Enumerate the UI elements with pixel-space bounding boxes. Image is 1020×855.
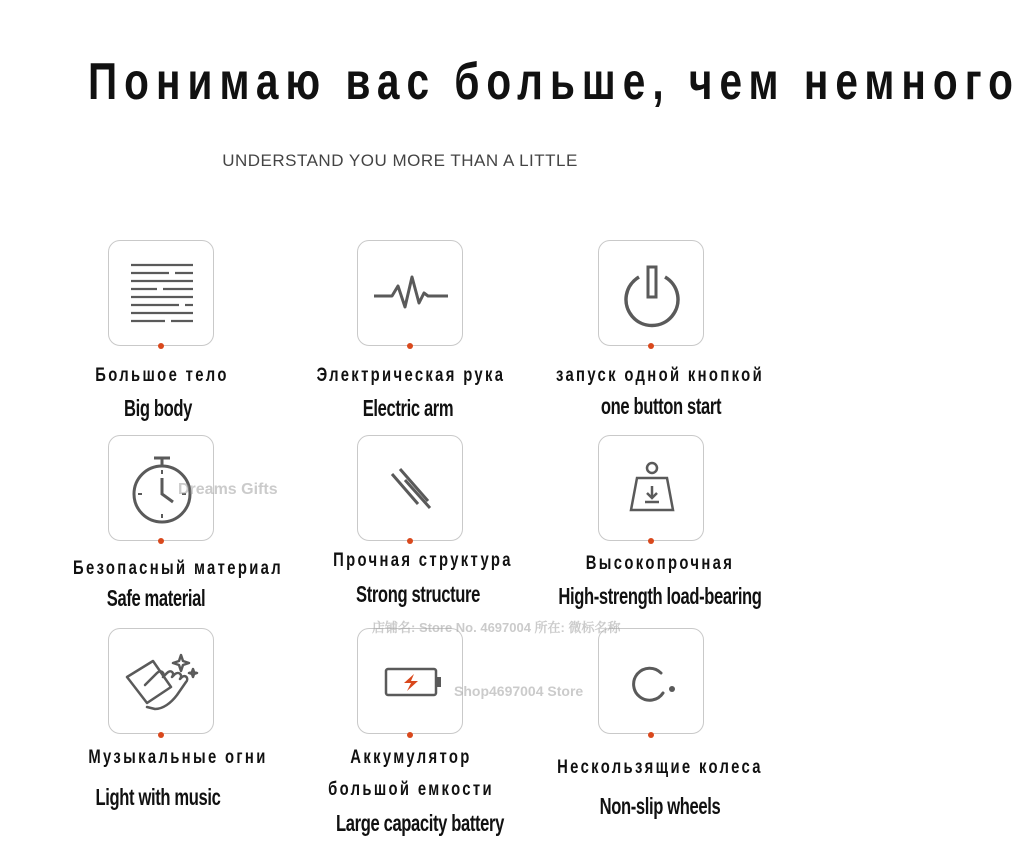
feature-en-label: Safe material — [106, 585, 206, 611]
feature-icon-box-strong-structure — [357, 435, 463, 541]
feature-ru-label: Прочная структура — [333, 550, 513, 571]
accent-dot — [648, 343, 654, 349]
battery-icon — [358, 629, 464, 735]
feature-ru-label: Большое тело — [95, 365, 229, 386]
accent-dot — [158, 538, 164, 544]
feature-ru-label: Высокопрочная — [585, 553, 735, 574]
accent-dot — [407, 538, 413, 544]
power-icon — [599, 241, 705, 347]
feature-ru-label: Аккумулятор — [350, 747, 472, 768]
feature-ru-label: Музыкальные огни — [88, 747, 268, 768]
feature-ru-label: Нескользящие колеса — [557, 757, 763, 778]
watermark-text: Shop4697004 Store — [454, 683, 584, 699]
feature-icon-box-one-button — [598, 240, 704, 346]
feature-en-label: Big body — [124, 395, 192, 421]
page-title: Понимаю вас больше, чем немного — [88, 53, 1020, 111]
accent-dot — [648, 732, 654, 738]
hand-sparkle-icon — [109, 629, 215, 735]
feature-en-label: Non-slip wheels — [599, 793, 721, 819]
feature-en-label: one button start — [600, 393, 722, 419]
pulse-icon — [358, 241, 464, 347]
text-lines-icon — [109, 241, 215, 347]
feature-icon-box-big-body — [108, 240, 214, 346]
feature-ru-label: запуск одной кнопкой — [555, 365, 765, 386]
accent-dot — [158, 343, 164, 349]
feature-en-label: Large capacity battery — [336, 810, 504, 836]
feature-en-label: High-strength load-bearing — [558, 583, 762, 609]
feature-icon-box-load-bearing — [598, 435, 704, 541]
page-subtitle: UNDERSTAND YOU MORE THAN A LITTLE — [222, 151, 578, 170]
watermark-text: Dreams Gifts — [178, 481, 278, 498]
accent-dot — [648, 538, 654, 544]
accent-dot — [158, 732, 164, 738]
feature-ru-label: Безопасный материал — [72, 558, 284, 579]
feature-en-label: Electric arm — [362, 395, 454, 421]
feature-icon-box-battery — [357, 628, 463, 734]
feature-icon-box-wheels — [598, 628, 704, 734]
diagonal-lines-icon — [358, 436, 464, 542]
wheel-icon — [599, 629, 705, 735]
accent-dot — [407, 732, 413, 738]
weight-icon — [599, 436, 705, 542]
feature-ru-label-line2: большой емкости — [328, 779, 494, 800]
feature-icon-box-music-lights — [108, 628, 214, 734]
accent-dot — [407, 343, 413, 349]
feature-en-label: Strong structure — [356, 581, 480, 607]
watermark-text: 店铺名: Store No. 4697004 所在: 微标名称 — [372, 620, 621, 635]
feature-ru-label: Электрическая рука — [316, 365, 506, 386]
feature-en-label: Light with music — [95, 784, 221, 810]
feature-icon-box-electric-arm — [357, 240, 463, 346]
